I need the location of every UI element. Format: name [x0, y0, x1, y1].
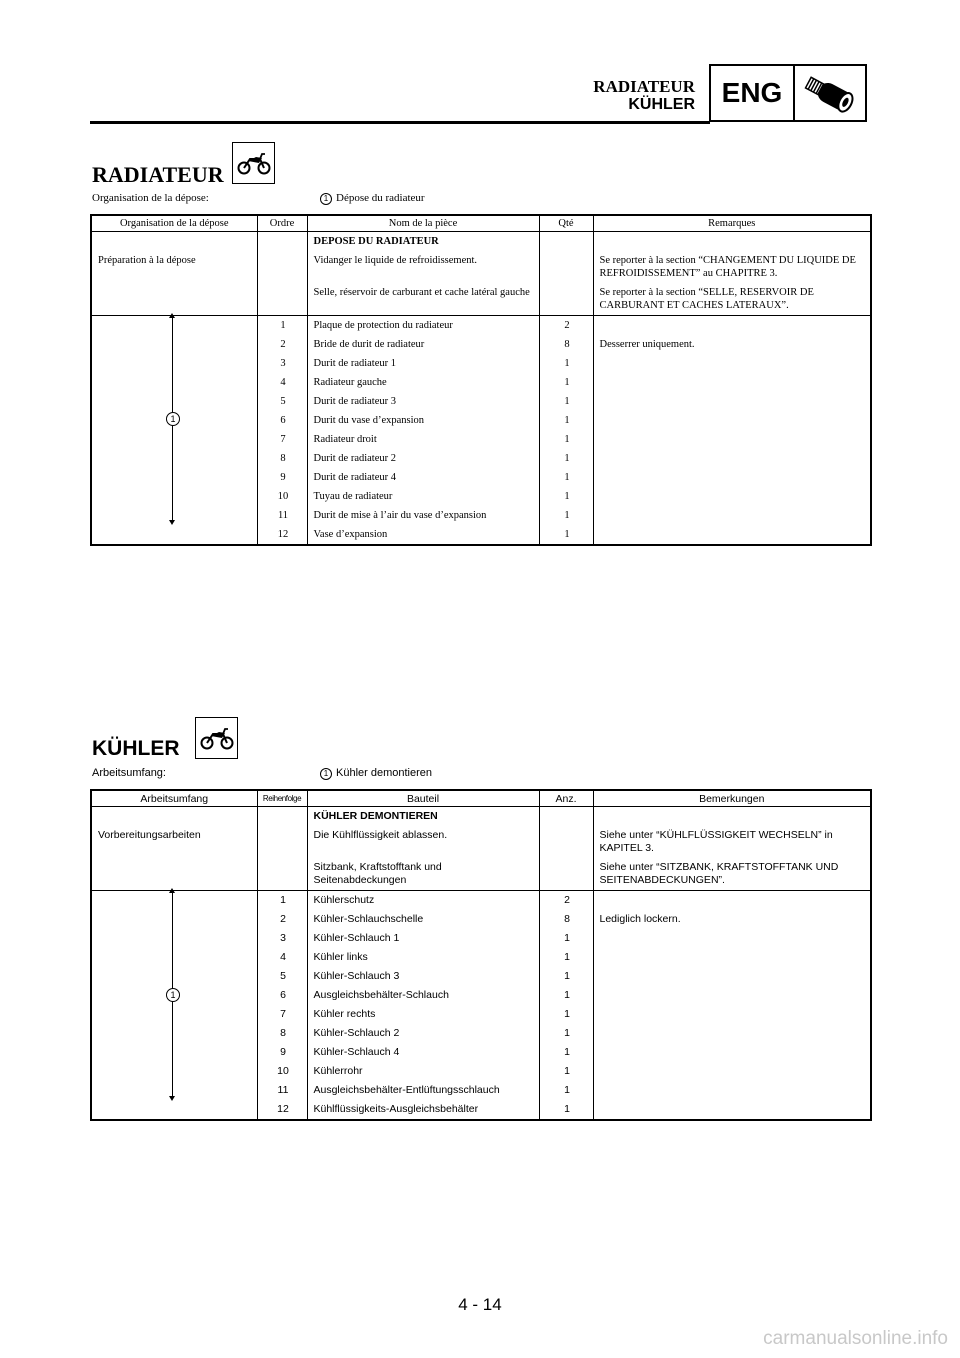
table-cell: 3 — [257, 354, 307, 373]
column-header: Bauteil — [307, 790, 539, 807]
table-cell: Die Kühlflüssigkeit ablassen. — [307, 826, 539, 858]
table-cell — [91, 232, 257, 252]
table-row — [91, 468, 871, 487]
table-cell — [593, 1062, 871, 1081]
table-cell: Kühler links — [307, 948, 539, 967]
table-cell: 8 — [539, 335, 593, 354]
table-cell: 1 — [539, 430, 593, 449]
table-cell: 1 — [539, 1024, 593, 1043]
table-cell: 10 — [257, 1062, 307, 1081]
table-cell: 1 — [539, 948, 593, 967]
table-row — [91, 251, 871, 283]
table-cell — [593, 411, 871, 430]
table-row — [91, 986, 871, 1005]
table-cell: 1 — [539, 487, 593, 506]
column-header: Reihenfolge — [257, 790, 307, 807]
table-cell: 5 — [257, 967, 307, 986]
table-cell — [593, 373, 871, 392]
table-cell: Ausgleichsbehälter-Schlauch — [307, 986, 539, 1005]
header-title-fr: RADIATEUR — [593, 77, 695, 96]
table-cell: Radiateur droit — [307, 430, 539, 449]
table-cell: Kühlerrohr — [307, 1062, 539, 1081]
table-cell — [593, 449, 871, 468]
table-cell: 10 — [257, 487, 307, 506]
table-cell: Bride de durit de radiateur — [307, 335, 539, 354]
table-cell: 1 — [257, 316, 307, 336]
table-cell — [593, 487, 871, 506]
table-cell — [593, 807, 871, 827]
table-cell — [593, 525, 871, 545]
section-title-de: KÜHLER — [92, 737, 180, 760]
table-cell: 1 — [539, 1100, 593, 1120]
eng-chapter-tab — [709, 64, 867, 122]
section-title-fr: RADIATEUR — [92, 162, 224, 187]
table-cell: 1 — [539, 1043, 593, 1062]
table-cell: Siehe unter “KÜHLFLÜSSIGKEIT WECHSELN” in KAPITEL 3. — [593, 826, 871, 858]
table-cell: Vase d’expansion — [307, 525, 539, 545]
page-number: 4 - 14 — [458, 1295, 502, 1314]
parts-table-de — [90, 789, 872, 1121]
table-row — [91, 316, 871, 336]
table-cell — [593, 316, 871, 336]
column-header: Organisation de la dépose — [91, 215, 257, 232]
table-cell — [257, 807, 307, 827]
table-cell — [257, 283, 307, 316]
table-cell: Durit de radiateur 4 — [307, 468, 539, 487]
column-header: Arbeitsumfang — [91, 790, 257, 807]
table-cell — [593, 986, 871, 1005]
table-cell: Kühler-Schlauch 3 — [307, 967, 539, 986]
table-cell — [257, 251, 307, 283]
table-cell: 1 — [257, 891, 307, 911]
header-rule — [90, 121, 710, 124]
table-cell: 6 — [257, 411, 307, 430]
table-cell: Kühlflüssigkeits-Ausgleichsbehälter — [307, 1100, 539, 1120]
table-cell: Kühler-Schlauch 1 — [307, 929, 539, 948]
column-header: Qté — [539, 215, 593, 232]
table-row — [91, 232, 871, 252]
table-row — [91, 948, 871, 967]
table-cell: 2 — [257, 335, 307, 354]
engine-bolt-icon — [795, 66, 865, 120]
table-cell: 1 — [539, 506, 593, 525]
table-cell — [257, 826, 307, 858]
column-header: Anz. — [539, 790, 593, 807]
table-cell — [257, 232, 307, 252]
arrow-up-icon — [169, 313, 175, 318]
table-cell: 1 — [539, 986, 593, 1005]
table-cell: 2 — [539, 891, 593, 911]
scope-value-text: Kühler demontieren — [336, 767, 433, 779]
table-cell — [593, 468, 871, 487]
table-cell — [593, 354, 871, 373]
motorcycle-icon — [195, 717, 238, 759]
table-row — [91, 335, 871, 354]
table-cell — [539, 826, 593, 858]
table-cell — [593, 1043, 871, 1062]
motorcycle-icon — [232, 142, 275, 184]
scope-value-text: Dépose du radiateur — [336, 192, 425, 204]
arrow-down-icon — [169, 1096, 175, 1101]
scope-line-de — [92, 767, 592, 781]
table-cell — [257, 858, 307, 891]
table-cell — [593, 392, 871, 411]
table-row — [91, 373, 871, 392]
table-cell: 1 — [539, 392, 593, 411]
removal-group-bracket — [163, 890, 183, 1099]
table-cell — [593, 929, 871, 948]
scope-value — [320, 192, 425, 205]
table-row — [91, 1062, 871, 1081]
table-cell: 9 — [257, 468, 307, 487]
table-cell: Durit de radiateur 1 — [307, 354, 539, 373]
table-row — [91, 525, 871, 545]
table-cell — [593, 967, 871, 986]
table-cell — [593, 1081, 871, 1100]
watermark: carmanualsonline.info — [763, 1328, 948, 1349]
table-cell: 12 — [257, 1100, 307, 1120]
table-cell: Plaque de protection du radiateur — [307, 316, 539, 336]
table-cell: 2 — [539, 316, 593, 336]
column-header: Bemerkungen — [593, 790, 871, 807]
circled-number-marker: 1 — [320, 193, 332, 205]
table-row — [91, 1024, 871, 1043]
table-row — [91, 1100, 871, 1120]
table-cell — [593, 506, 871, 525]
table-header-row — [91, 215, 871, 232]
table-row — [91, 392, 871, 411]
table-cell: 11 — [257, 506, 307, 525]
table-cell: Lediglich lockern. — [593, 910, 871, 929]
table-cell — [91, 1100, 257, 1120]
table-row — [91, 858, 871, 891]
table-cell: 1 — [539, 929, 593, 948]
table-row — [91, 967, 871, 986]
table-cell: 1 — [539, 373, 593, 392]
removal-group-bracket — [163, 315, 183, 523]
table-cell: Durit de mise à l’air du vase d’expansion — [307, 506, 539, 525]
table-row — [91, 411, 871, 430]
table-cell: Kühler rechts — [307, 1005, 539, 1024]
table-cell — [593, 948, 871, 967]
table-cell: Tuyau de radiateur — [307, 487, 539, 506]
table-cell: Ausgleichsbehälter-Entlüftungsschlauch — [307, 1081, 539, 1100]
table-cell — [539, 251, 593, 283]
table-cell: Durit du vase d’expansion — [307, 411, 539, 430]
table-cell: 1 — [539, 525, 593, 545]
parts-table-fr — [90, 214, 872, 546]
table-cell: 6 — [257, 986, 307, 1005]
table-cell: 1 — [539, 967, 593, 986]
column-header: Remarques — [593, 215, 871, 232]
header-title-de: KÜHLER — [628, 96, 695, 113]
table-cell: 7 — [257, 1005, 307, 1024]
table-cell: 11 — [257, 1081, 307, 1100]
table-cell: 5 — [257, 392, 307, 411]
table-cell: Radiateur gauche — [307, 373, 539, 392]
scope-line-fr — [92, 192, 592, 206]
table-row — [91, 1043, 871, 1062]
table-cell: Durit de radiateur 3 — [307, 392, 539, 411]
table-row — [91, 891, 871, 911]
table-cell: Kühlerschutz — [307, 891, 539, 911]
table-row — [91, 354, 871, 373]
table-cell — [593, 430, 871, 449]
table-cell: 1 — [539, 1005, 593, 1024]
table-cell: Sitzbank, Kraftstofftank und Seitenabdeckungen — [307, 858, 539, 891]
table-row — [91, 430, 871, 449]
table-cell — [91, 283, 257, 316]
table-row — [91, 487, 871, 506]
table-row — [91, 807, 871, 827]
job-title: KÜHLER DEMONTIEREN — [307, 807, 539, 827]
table-cell: 8 — [257, 449, 307, 468]
table-cell — [593, 232, 871, 252]
table-cell: 8 — [257, 1024, 307, 1043]
table-cell: Desserrer uniquement. — [593, 335, 871, 354]
table-cell: 4 — [257, 948, 307, 967]
table-row — [91, 910, 871, 929]
table-cell — [539, 232, 593, 252]
table-cell: 1 — [539, 468, 593, 487]
table-cell: Se reporter à la section “SELLE, RESERVOIR DE CARBURANT ET CACHES LATERAUX”. — [593, 283, 871, 316]
column-header: Nom de la pièce — [307, 215, 539, 232]
column-header: Ordre — [257, 215, 307, 232]
table-row — [91, 929, 871, 948]
arrow-up-icon — [169, 888, 175, 893]
table-cell — [539, 858, 593, 891]
table-cell — [593, 1100, 871, 1120]
table-cell: Se reporter à la section “CHANGEMENT DU LIQUIDE DE REFROIDISSEMENT” au CHAPITRE 3. — [593, 251, 871, 283]
table-row — [91, 283, 871, 316]
table-cell: Vorbereitungsarbeiten — [91, 826, 257, 858]
circled-number-marker: 1 — [166, 412, 180, 426]
table-cell: 2 — [257, 910, 307, 929]
table-cell — [593, 1005, 871, 1024]
table-cell: Kühler-Schlauch 2 — [307, 1024, 539, 1043]
table-cell — [91, 858, 257, 891]
table-cell: 1 — [539, 449, 593, 468]
table-row — [91, 449, 871, 468]
table-cell: Préparation à la dépose — [91, 251, 257, 283]
table-cell: Kühler-Schlauchschelle — [307, 910, 539, 929]
table-cell: 9 — [257, 1043, 307, 1062]
table-cell: 12 — [257, 525, 307, 545]
circled-number-marker: 1 — [166, 988, 180, 1002]
eng-label: ENG — [711, 66, 795, 120]
scope-label: Arbeitsumfang: — [92, 767, 166, 779]
table-cell — [91, 807, 257, 827]
table-cell: 7 — [257, 430, 307, 449]
table-cell: Kühler-Schlauch 4 — [307, 1043, 539, 1062]
scope-value — [320, 767, 432, 780]
table-row — [91, 826, 871, 858]
scope-label: Organisation de la dépose: — [92, 192, 209, 204]
circled-number-marker: 1 — [320, 768, 332, 780]
table-cell — [539, 807, 593, 827]
job-title: DEPOSE DU RADIATEUR — [307, 232, 539, 252]
table-cell: Selle, réservoir de carburant et cache latéral gauche — [307, 283, 539, 316]
table-cell — [539, 283, 593, 316]
table-row — [91, 1081, 871, 1100]
table-cell — [593, 891, 871, 911]
table-row — [91, 506, 871, 525]
table-cell — [91, 525, 257, 545]
table-cell: 1 — [539, 354, 593, 373]
table-row — [91, 1005, 871, 1024]
table-cell: 4 — [257, 373, 307, 392]
table-cell: 1 — [539, 411, 593, 430]
table-cell: 1 — [539, 1062, 593, 1081]
table-cell: Siehe unter “SITZBANK, KRAFTSTOFFTANK UND SEITENABDECKUNGEN”. — [593, 858, 871, 891]
arrow-down-icon — [169, 520, 175, 525]
table-header-row — [91, 790, 871, 807]
chapter-header — [593, 78, 695, 114]
table-cell: Vidanger le liquide de refroidissement. — [307, 251, 539, 283]
table-cell: 3 — [257, 929, 307, 948]
table-cell — [593, 1024, 871, 1043]
table-cell: 8 — [539, 910, 593, 929]
table-cell: 1 — [539, 1081, 593, 1100]
table-cell: Durit de radiateur 2 — [307, 449, 539, 468]
